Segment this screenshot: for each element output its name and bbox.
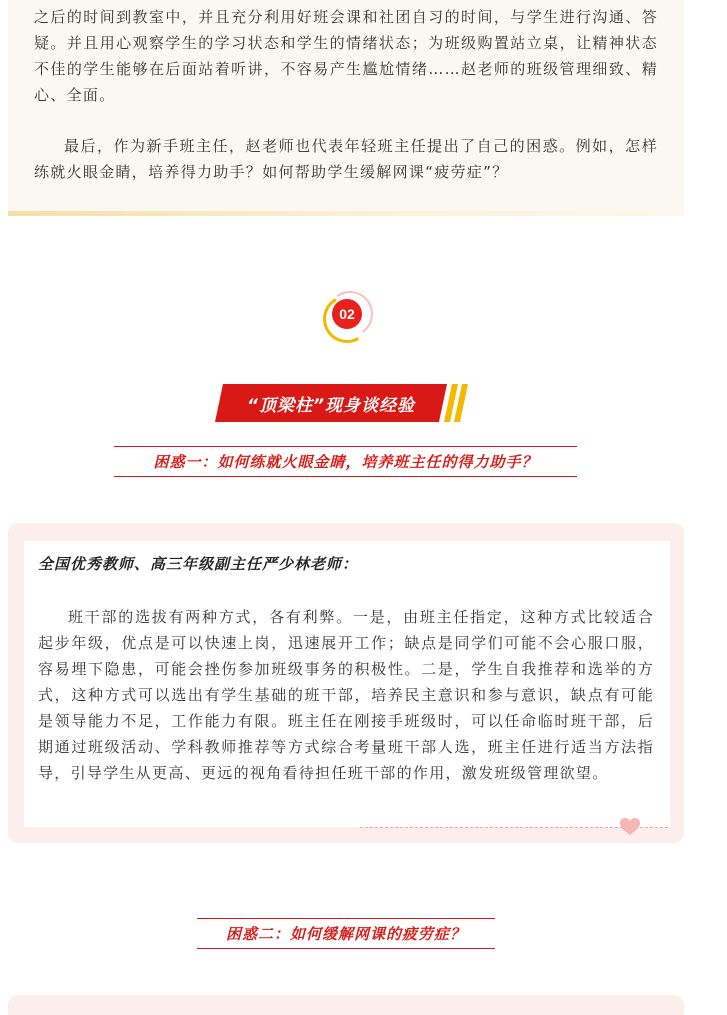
- question-2-bottom-line: [197, 948, 495, 949]
- intro-card-divider: [8, 211, 684, 216]
- intro-paragraph-1: 之后的时间到教室中，并且充分利用好班会课和社团自习的时间，与学生进行沟通、答疑。并且用心观察学生的学习状态和学生的情绪状态；为班级购置站立桌，让精神状态不佳的学生能够在后面站着听讲，不容易产生尴尬情绪……赵老师的班级管理细致、精心、全面。: [34, 8, 658, 104]
- heart-icon: [620, 818, 640, 836]
- section-number: 02: [332, 299, 362, 329]
- question-1-title: 困惑一：如何练就火眼金睛，培养班主任的得力助手？: [153, 453, 538, 471]
- section-number-badge: [323, 291, 373, 341]
- next-answer-card: [8, 995, 684, 1015]
- intro-paragraph-2: 最后，作为新手班主任，赵老师也代表年轻班主任提出了自己的困惑。例如，怎样练就火眼金睛，培养得力助手？如何帮助学生缓解网课“疲劳症”？: [34, 137, 658, 181]
- question-2-title: 困惑二：如何缓解网课的疲劳症？: [225, 925, 466, 943]
- answer-paragraph: 班干部的选拔有两种方式，各有利弊。一是，由班主任指定，这种方式比较适合起步年级，优点是可以快速上岗，迅速展开工作；缺点是同学们可能不会心服口服，容易埋下隐患，可能会挫伤参加班级事务的积极性。二是，学生自我推荐和选举的方式，这种方式可以选出有学生基础的班干部，培养民主意识和参与意识，缺点有可能是领导能力不足，工作能力有限。班主任在刚接手班级时，可以任命临时班干部，后期通过班级活动、学科教师推荐等方式综合考量班干部人选，班主任进行适当方法指导，引导学生从更高、更远的视角看待担任班干部的作用，激发班级管理欲望。: [38, 608, 654, 782]
- speaker-name: 全国优秀教师、高三年级副主任严少林老师：: [38, 555, 359, 573]
- section-banner-title: “顶梁柱”现身谈经验: [247, 395, 415, 416]
- question-1-bottom-line: [114, 476, 577, 477]
